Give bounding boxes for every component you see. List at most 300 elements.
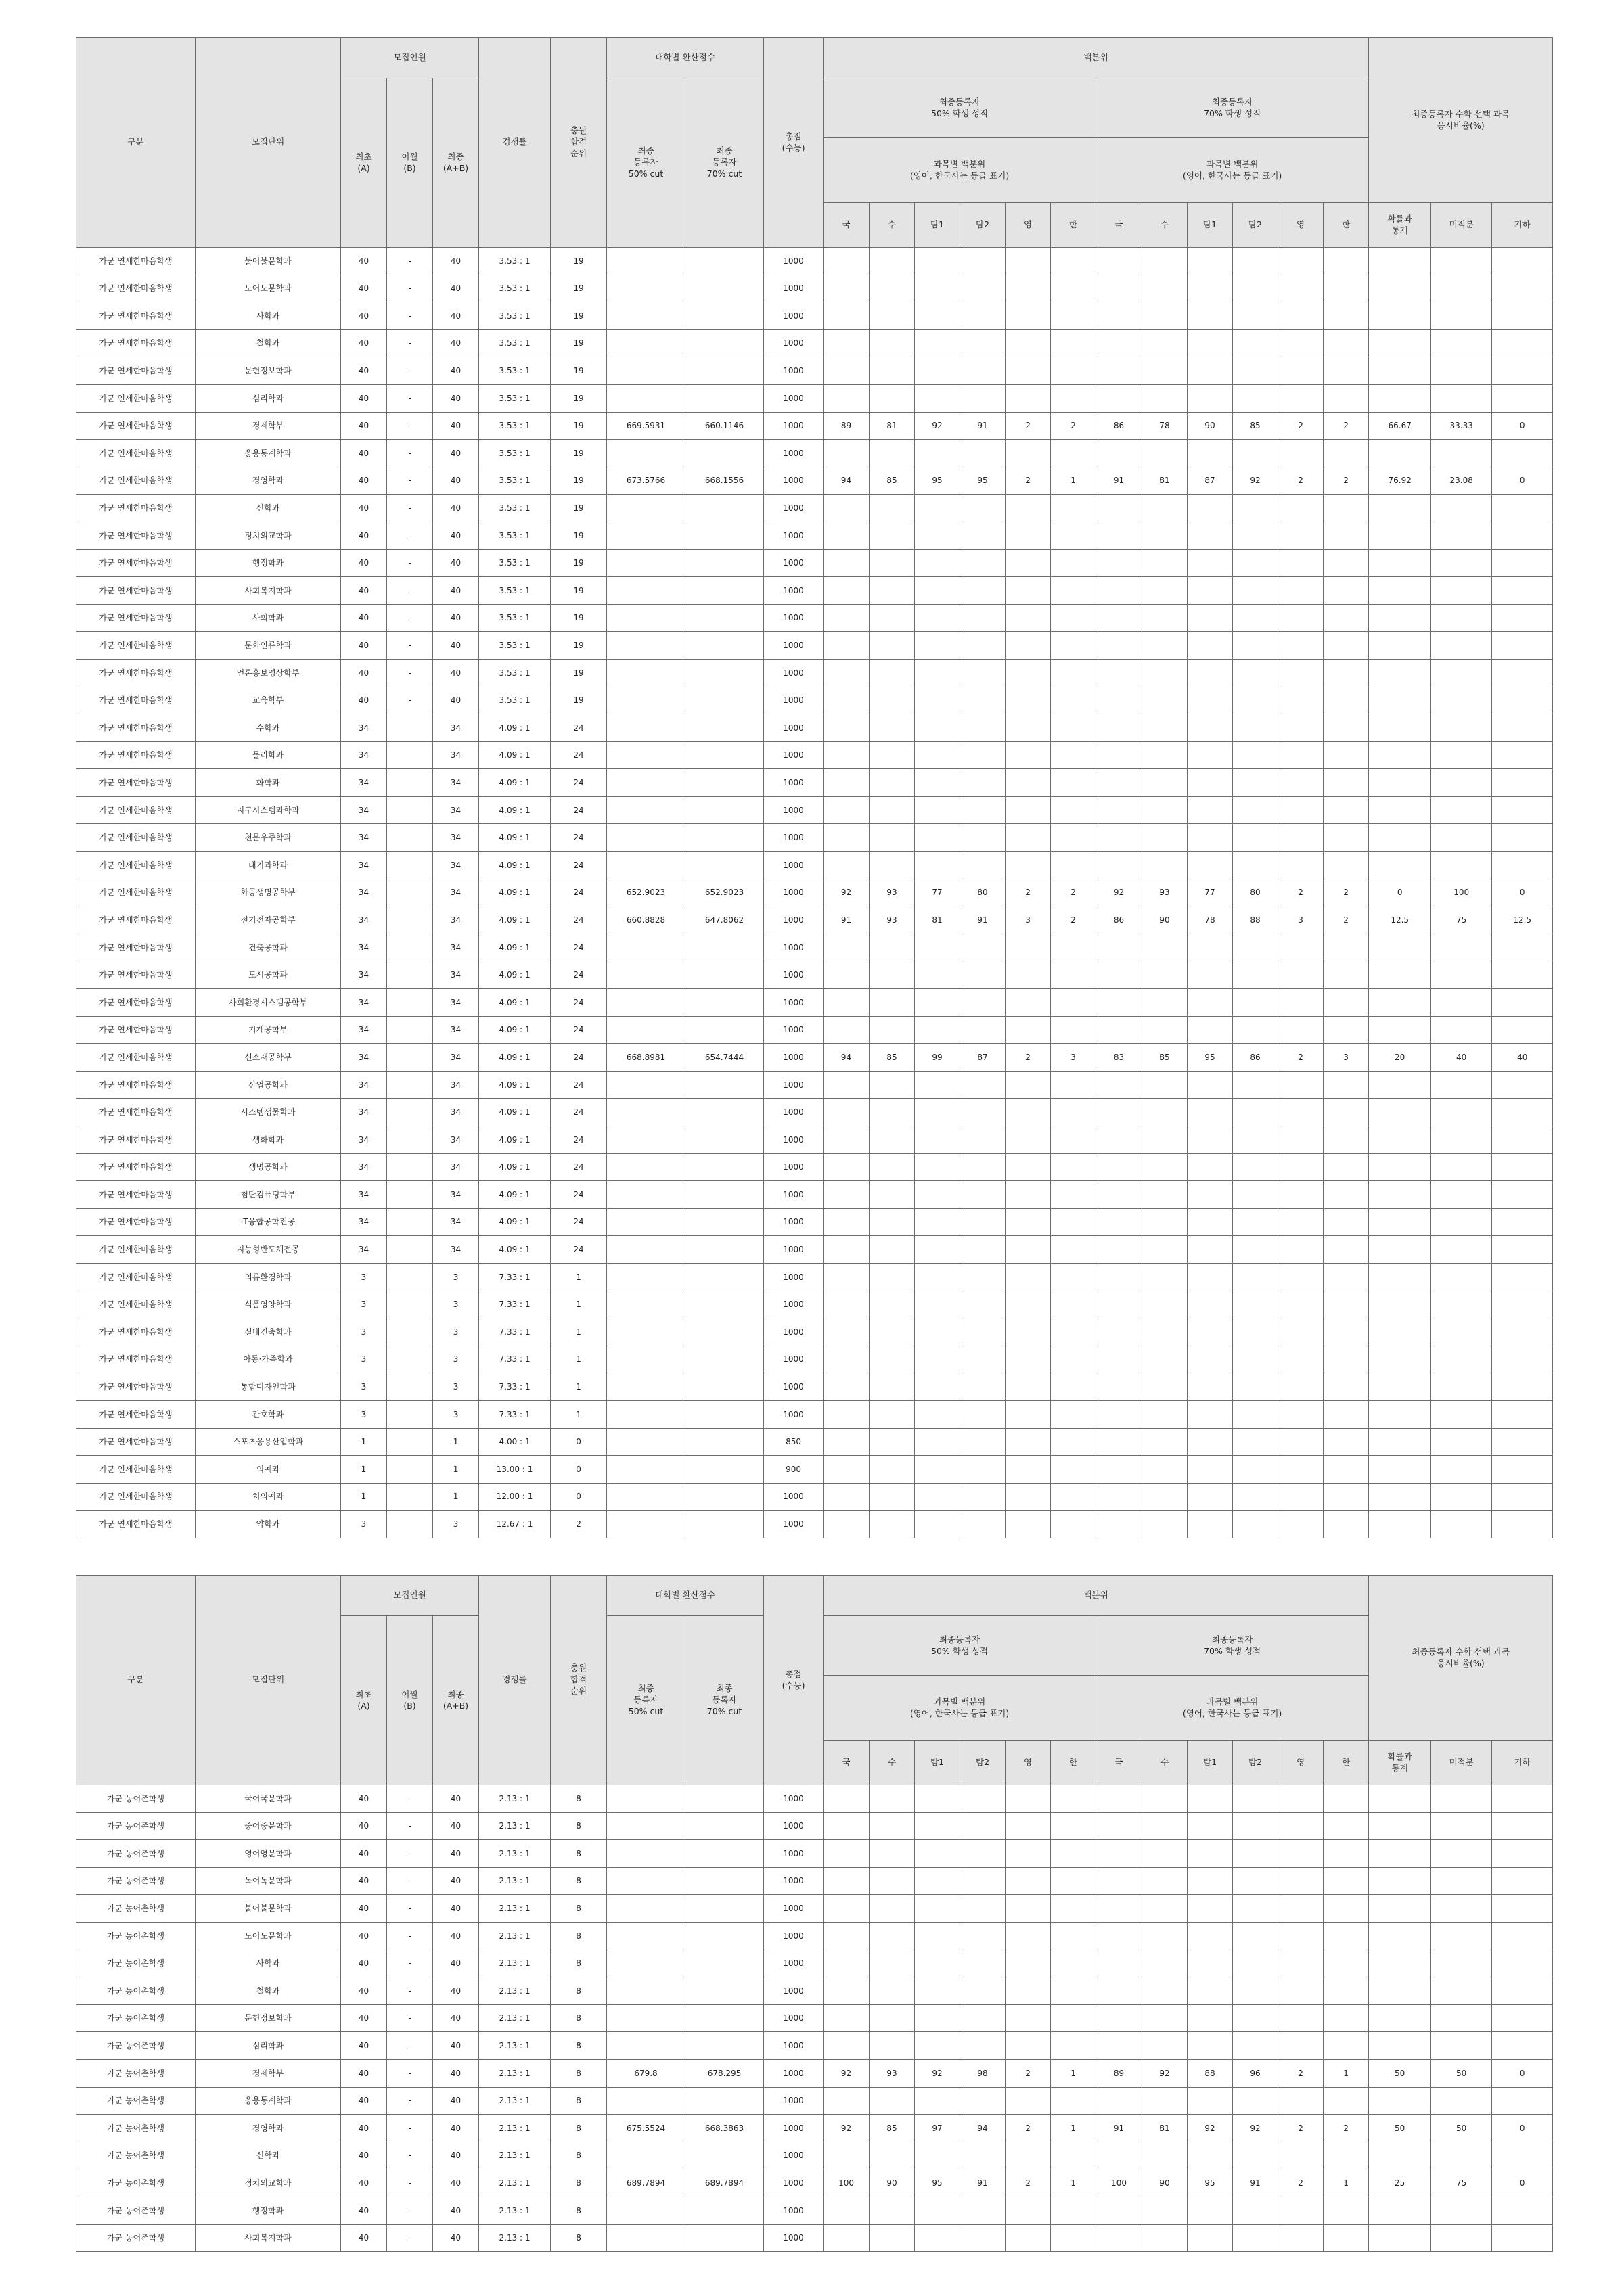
table-cell [387, 989, 433, 1017]
table-cell: 약학과 [196, 1511, 341, 1538]
table-cell [1006, 1236, 1051, 1264]
col-initial: 최초 (A) [341, 78, 387, 248]
table-cell [960, 495, 1006, 522]
table-cell: 1000 [764, 549, 824, 577]
col-math: 수 [1142, 203, 1188, 248]
table-cell: 7.33 : 1 [479, 1400, 551, 1428]
table-cell: 4.09 : 1 [479, 906, 551, 934]
table-row [76, 852, 1553, 879]
table-cell [1431, 2004, 1492, 2032]
table-cell [1324, 1785, 1369, 1813]
table-cell [1233, 2004, 1278, 2032]
col-geometry: 기하 [1492, 203, 1553, 248]
table-cell [915, 577, 960, 605]
table-cell [1278, 1812, 1324, 1840]
table-cell: 1000 [764, 1236, 824, 1264]
table-cell: 심리학과 [196, 384, 341, 412]
table-cell: 경제학부 [196, 412, 341, 440]
table-cell [607, 1840, 685, 1868]
table-cell: 0 [551, 1483, 607, 1511]
table-cell: 12.67 : 1 [479, 1511, 551, 1538]
table-cell [1096, 1400, 1142, 1428]
table-cell: 1000 [764, 1867, 824, 1895]
table-cell [607, 1428, 685, 1456]
table-cell [1369, 1511, 1431, 1538]
table-cell: 25 [1369, 2169, 1431, 2197]
table-cell: 34 [341, 1016, 387, 1044]
table-cell [824, 1812, 870, 1840]
table-cell [1278, 302, 1324, 330]
table-cell [1492, 384, 1553, 412]
table-cell: 24 [551, 879, 607, 906]
table-cell [915, 1263, 960, 1291]
table-cell [1188, 1950, 1233, 1977]
table-cell [1051, 824, 1096, 852]
table-cell [1188, 495, 1233, 522]
table-cell [1188, 1236, 1233, 1264]
table-body [76, 1785, 1553, 2252]
table-cell [1142, 495, 1188, 522]
table-cell [1324, 2142, 1369, 2169]
table-cell [1492, 1511, 1553, 1538]
table-cell [1278, 1950, 1324, 1977]
table-cell [1051, 1071, 1096, 1099]
table-cell [1492, 1373, 1553, 1401]
table-cell: 응용통계학과 [196, 440, 341, 467]
table-cell [1278, 248, 1324, 275]
table-cell [1369, 1318, 1431, 1346]
table-cell: 7.33 : 1 [479, 1263, 551, 1291]
table-cell [1142, 1456, 1188, 1484]
table-cell [685, 1181, 764, 1209]
table-cell [1492, 577, 1553, 605]
table-cell [1006, 1511, 1051, 1538]
table-cell [1006, 741, 1051, 769]
table-row [76, 248, 1553, 275]
table-cell [685, 2087, 764, 2115]
table-cell: 50 [1369, 2059, 1431, 2087]
table-cell: 34 [433, 1153, 479, 1181]
table-cell [685, 604, 764, 632]
table-cell [960, 659, 1006, 687]
table-cell [1142, 2142, 1188, 2169]
table-cell [870, 2032, 915, 2060]
table-cell: 0 [1492, 879, 1553, 906]
table-cell [387, 1153, 433, 1181]
table-cell: 1000 [764, 1511, 824, 1538]
table-cell: 정치외교학과 [196, 2169, 341, 2197]
table-cell [1278, 1099, 1324, 1126]
table-cell [387, 1400, 433, 1428]
table-cell [1324, 1867, 1369, 1895]
table-cell: 3.53 : 1 [479, 302, 551, 330]
table-cell [1492, 934, 1553, 961]
table-cell [1324, 2032, 1369, 2060]
table-cell: 95 [1188, 1044, 1233, 1072]
table-cell: 가군 연세한마음학생 [76, 440, 196, 467]
table-cell [1142, 1208, 1188, 1236]
table-cell [1006, 1840, 1051, 1868]
table-cell: 2.13 : 1 [479, 2224, 551, 2252]
table-cell: 노어노문학과 [196, 1922, 341, 1950]
table-cell: 647.8062 [685, 906, 764, 934]
table-cell [1096, 1456, 1142, 1484]
table-cell: - [387, 2059, 433, 2087]
table-cell [915, 824, 960, 852]
table-cell: 3 [341, 1373, 387, 1401]
table-cell [915, 384, 960, 412]
table-cell [1006, 1950, 1051, 1977]
table-cell: 1000 [764, 2115, 824, 2142]
table-cell: 영어영문학과 [196, 1840, 341, 1868]
table-cell: 문헌정보학과 [196, 2004, 341, 2032]
table-cell [1233, 2224, 1278, 2252]
table-cell [1096, 1153, 1142, 1181]
table-cell: 2 [1278, 879, 1324, 906]
table-cell [870, 796, 915, 824]
col-cut70: 최종 등록자 70% cut [685, 1616, 764, 1785]
table-cell: 2 [1324, 2115, 1369, 2142]
table-cell: 화학과 [196, 769, 341, 797]
table-cell: 기계공학부 [196, 1016, 341, 1044]
table-cell: 3 [1278, 906, 1324, 934]
table-cell [870, 1291, 915, 1318]
table-cell [824, 1236, 870, 1264]
table-cell [1051, 687, 1096, 714]
table-cell: 가군 연세한마음학생 [76, 1346, 196, 1373]
table-cell [1142, 1950, 1188, 1977]
table-cell [1006, 2004, 1051, 2032]
table-cell [1324, 769, 1369, 797]
table-cell: 3 [1324, 1044, 1369, 1072]
table-cell: 40 [341, 2197, 387, 2224]
table-cell: 12.5 [1369, 906, 1431, 934]
table-cell: 8 [551, 2059, 607, 2087]
table-cell [685, 2224, 764, 2252]
table-cell [1142, 1236, 1188, 1264]
table-cell [1324, 577, 1369, 605]
table-cell [1006, 1483, 1051, 1511]
table-cell [824, 440, 870, 467]
table-cell [1096, 1895, 1142, 1923]
table-cell [1096, 1840, 1142, 1868]
table-cell: 건축공학과 [196, 934, 341, 961]
table-cell [1278, 384, 1324, 412]
table-cell [1369, 384, 1431, 412]
table-cell: 33.33 [1431, 412, 1492, 440]
table-cell [1233, 1181, 1278, 1209]
table-row [76, 1456, 1553, 1484]
table-cell [685, 1318, 764, 1346]
table-cell: 93 [1142, 879, 1188, 906]
table-cell [1142, 659, 1188, 687]
table-cell [1369, 852, 1431, 879]
table-cell: 34 [433, 1044, 479, 1072]
table-cell: 2.13 : 1 [479, 2087, 551, 2115]
table-cell: 4.09 : 1 [479, 824, 551, 852]
table-cell: - [387, 275, 433, 302]
table-cell [915, 934, 960, 961]
table-cell: 40 [433, 1785, 479, 1813]
table-cell [824, 1263, 870, 1291]
table-cell: 96 [1233, 2059, 1278, 2087]
table-cell: 가군 연세한마음학생 [76, 467, 196, 495]
table-cell: 응용통계학과 [196, 2087, 341, 2115]
table-cell [607, 1373, 685, 1401]
table-cell [1096, 1346, 1142, 1373]
table-cell: 1000 [764, 1099, 824, 1126]
table-cell [1051, 2142, 1096, 2169]
table-cell: 40 [433, 2059, 479, 2087]
table-cell: 가군 농어촌학생 [76, 2142, 196, 2169]
table-cell [1233, 1263, 1278, 1291]
table-cell: 81 [870, 412, 915, 440]
table-cell [1431, 961, 1492, 989]
table-cell [1233, 1236, 1278, 1264]
table-cell: 24 [551, 796, 607, 824]
table-cell [1051, 632, 1096, 660]
table-cell: 19 [551, 302, 607, 330]
table-cell [1233, 604, 1278, 632]
table-cell: 23.08 [1431, 467, 1492, 495]
table-cell [915, 1511, 960, 1538]
table-cell: 7.33 : 1 [479, 1346, 551, 1373]
table-cell [685, 989, 764, 1017]
table-cell: 가군 연세한마음학생 [76, 1263, 196, 1291]
table-cell: 가군 연세한마음학생 [76, 1318, 196, 1346]
col-gubun: 구분 [76, 38, 196, 248]
table-cell [915, 1428, 960, 1456]
table-cell [1431, 1950, 1492, 1977]
table-cell [1096, 2142, 1142, 2169]
table-cell: 34 [341, 934, 387, 961]
table-cell [1096, 1373, 1142, 1401]
table-cell: 24 [551, 1044, 607, 1072]
table-cell: 2 [1324, 412, 1369, 440]
table-cell [1188, 1016, 1233, 1044]
table-cell: 40 [433, 2169, 479, 2197]
table-cell: 24 [551, 1181, 607, 1209]
table-cell [1051, 1785, 1096, 1813]
table-cell [1006, 2032, 1051, 2060]
table-cell: 1 [1324, 2169, 1369, 2197]
table-cell: 90 [1142, 906, 1188, 934]
table-cell: - [387, 384, 433, 412]
table-cell [387, 1208, 433, 1236]
table-cell [824, 796, 870, 824]
table-cell: 1000 [764, 1126, 824, 1154]
table-cell: 3 [433, 1511, 479, 1538]
table-cell [1142, 1812, 1188, 1840]
table-cell: 100 [1431, 879, 1492, 906]
table-cell [1051, 440, 1096, 467]
table-cell: 전기전자공학부 [196, 906, 341, 934]
table-cell [1492, 632, 1553, 660]
table-cell: 3.53 : 1 [479, 248, 551, 275]
table-cell [960, 357, 1006, 385]
table-cell: 34 [341, 1099, 387, 1126]
table-cell [607, 1456, 685, 1484]
table-cell [1492, 1785, 1553, 1813]
table-cell [915, 522, 960, 549]
table-cell [915, 1346, 960, 1373]
table-cell [1369, 604, 1431, 632]
table-header [76, 38, 1553, 248]
table-cell [824, 604, 870, 632]
table-cell [1492, 687, 1553, 714]
table-cell [1188, 275, 1233, 302]
table-cell [1278, 357, 1324, 385]
table-row [76, 1895, 1553, 1923]
table-cell [915, 989, 960, 1017]
table-cell [824, 687, 870, 714]
table-cell [1278, 1016, 1324, 1044]
table-cell [607, 961, 685, 989]
table-cell [1006, 796, 1051, 824]
table-cell [1233, 1895, 1278, 1923]
table-cell [870, 824, 915, 852]
table-cell [1233, 2142, 1278, 2169]
table-cell: 76.92 [1369, 467, 1431, 495]
table-cell: 대기과학과 [196, 852, 341, 879]
table-cell [1051, 549, 1096, 577]
table-cell: 치의예과 [196, 1483, 341, 1511]
table-cell: 수학과 [196, 714, 341, 742]
col-t2: 탐2 [1233, 1741, 1278, 1785]
table-cell [387, 1483, 433, 1511]
table-cell: 3.53 : 1 [479, 357, 551, 385]
col-eng: 영 [1278, 203, 1324, 248]
table-cell: 도시공학과 [196, 961, 341, 989]
table-cell [1051, 2224, 1096, 2252]
table-cell [1431, 1511, 1492, 1538]
table-cell: 가군 연세한마음학생 [76, 577, 196, 605]
table-cell [915, 1126, 960, 1154]
table-cell: 40 [433, 2087, 479, 2115]
table-cell [1369, 1456, 1431, 1484]
table-cell: 3.53 : 1 [479, 440, 551, 467]
table-cell [1492, 1812, 1553, 1840]
table-cell: 40 [1431, 1044, 1492, 1072]
table-cell [1324, 1236, 1369, 1264]
table-cell [1324, 384, 1369, 412]
table-cell [1096, 632, 1142, 660]
table-cell [1369, 687, 1431, 714]
table-row [76, 1346, 1553, 1373]
table-cell [1278, 961, 1324, 989]
table-cell [1142, 741, 1188, 769]
table-cell: 2 [1324, 879, 1369, 906]
table-cell [960, 384, 1006, 412]
table-cell [960, 1099, 1006, 1126]
table-cell [824, 824, 870, 852]
table-cell [685, 1922, 764, 1950]
table-cell: 1000 [764, 2197, 824, 2224]
table-cell [1096, 1099, 1142, 1126]
table-cell [1142, 2004, 1188, 2032]
table-cell: 81 [1142, 467, 1188, 495]
table-cell [870, 769, 915, 797]
table-cell: 3 [433, 1400, 479, 1428]
table-cell: 40 [433, 495, 479, 522]
table-cell [1278, 714, 1324, 742]
table-cell: IT융합공학전공 [196, 1208, 341, 1236]
table-cell [685, 1373, 764, 1401]
table-cell: - [387, 522, 433, 549]
table-cell: 3.53 : 1 [479, 549, 551, 577]
table-cell [1431, 275, 1492, 302]
table-cell: 24 [551, 989, 607, 1017]
table-cell: 가군 연세한마음학생 [76, 357, 196, 385]
table-cell [1188, 2032, 1233, 2060]
table-cell [960, 302, 1006, 330]
table-cell [1324, 2004, 1369, 2032]
table-cell: 문화인류학과 [196, 632, 341, 660]
table-cell [824, 961, 870, 989]
table-cell: 가군 연세한마음학생 [76, 714, 196, 742]
table-cell: 40 [341, 522, 387, 549]
table-cell [1324, 1153, 1369, 1181]
table-cell [1006, 1099, 1051, 1126]
table-cell [1324, 1840, 1369, 1868]
table-cell: 1000 [764, 522, 824, 549]
table-cell [1278, 1840, 1324, 1868]
table-cell [1431, 714, 1492, 742]
table-cell: 3 [433, 1263, 479, 1291]
table-cell: 식품영양학과 [196, 1291, 341, 1318]
table-cell [824, 302, 870, 330]
table-cell: 19 [551, 467, 607, 495]
table-cell [1188, 1922, 1233, 1950]
table-row [76, 329, 1553, 357]
table-cell [1369, 2087, 1431, 2115]
table-row [76, 906, 1553, 934]
table-cell [915, 961, 960, 989]
table-cell: 1000 [764, 1950, 824, 1977]
table-cell [1369, 1126, 1431, 1154]
table-cell: 12.00 : 1 [479, 1483, 551, 1511]
table-cell: 1 [551, 1291, 607, 1318]
table-cell [1233, 1977, 1278, 2005]
table-row [76, 769, 1553, 797]
table-row [76, 1373, 1553, 1401]
table-cell [915, 1950, 960, 1977]
table-cell [1096, 275, 1142, 302]
table-row [76, 961, 1553, 989]
table-cell: 50 [1431, 2059, 1492, 2087]
table-cell: - [387, 495, 433, 522]
table-cell: 1000 [764, 989, 824, 1017]
table-cell: 40 [341, 384, 387, 412]
table-cell [960, 1895, 1006, 1923]
table-cell [1051, 1950, 1096, 1977]
table-cell [1324, 329, 1369, 357]
table-cell: 1000 [764, 440, 824, 467]
table-cell [1431, 1346, 1492, 1373]
table-cell [824, 1291, 870, 1318]
table-cell [1431, 1126, 1492, 1154]
table-row [76, 714, 1553, 742]
table-cell [1006, 1153, 1051, 1181]
table-cell [1188, 1291, 1233, 1318]
table-cell [824, 989, 870, 1017]
table-cell [1431, 1400, 1492, 1428]
table-cell: 675.5524 [607, 2115, 685, 2142]
table-cell [607, 852, 685, 879]
table-cell: 가군 연세한마음학생 [76, 934, 196, 961]
table-cell [915, 1318, 960, 1346]
table-cell: - [387, 2032, 433, 2060]
